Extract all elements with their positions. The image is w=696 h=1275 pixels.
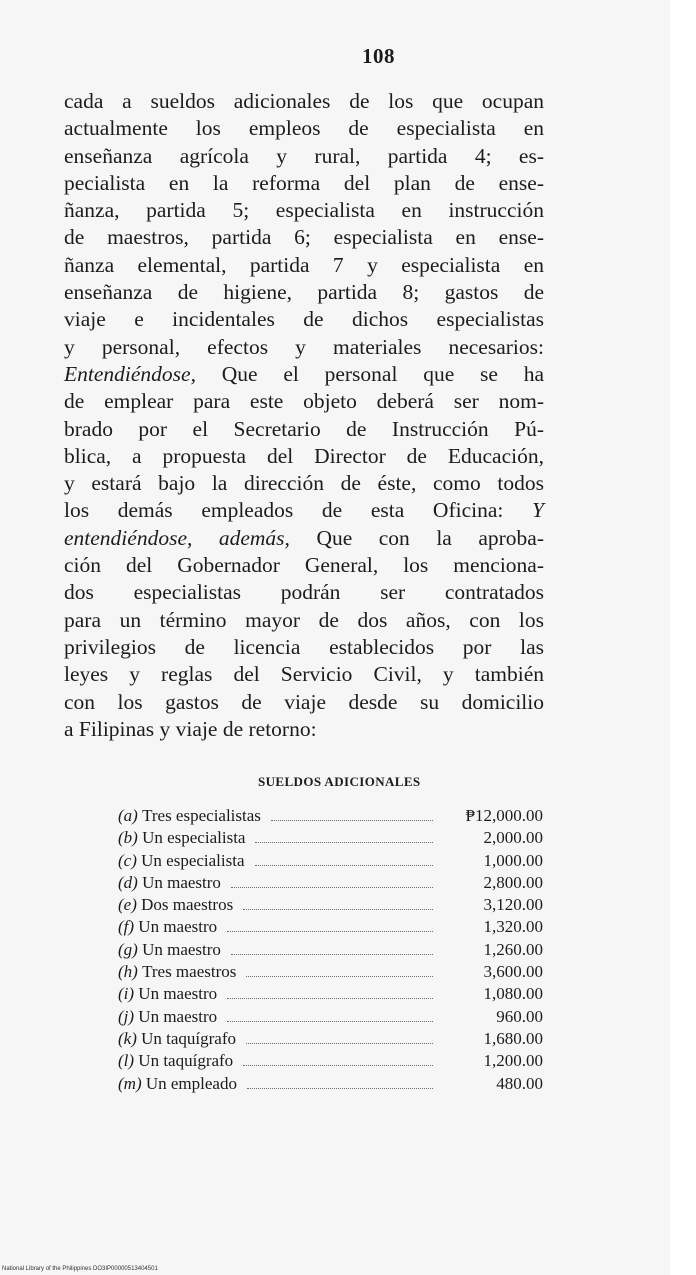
item-amount: 1,680.00 [483, 1028, 543, 1048]
footer-credit: National Library of the Philippines DO3IP00000513404501 [2, 1266, 158, 1272]
dot-leader [246, 976, 433, 977]
salary-row [118, 984, 543, 1006]
dot-leader [243, 1065, 433, 1066]
salary-row [118, 917, 543, 939]
text-line-mixed [64, 525, 544, 552]
text-fragment: Que el personal que se ha [195, 361, 544, 386]
page-edge [670, 0, 696, 1275]
salary-row [118, 1074, 543, 1096]
dot-leader [247, 1088, 433, 1089]
item-letter: (i) [118, 984, 135, 1004]
item-label: Un maestro [142, 939, 221, 959]
dot-leader [227, 998, 433, 999]
text-line: a Filipinas y viaje de retorno: [64, 716, 317, 741]
text-line: brado por el Secretario de Instrucción Pú- [64, 416, 544, 441]
salary-table [118, 806, 543, 1096]
item-letter: (f) [118, 917, 135, 937]
item-letter: (j) [118, 1006, 135, 1026]
salary-row [118, 1007, 543, 1029]
item-label: Dos maestros [141, 895, 234, 915]
item-amount: ₱12,000.00 [465, 806, 543, 825]
item-letter: (l) [118, 1051, 135, 1071]
item-label: Un especialista [142, 828, 246, 848]
item-label: Tres especialistas [142, 806, 261, 825]
text-line: para un término mayor de dos años, con los [64, 607, 544, 632]
salary-row [118, 828, 543, 850]
text-line: y personal, efectos y materiales necesarios: [64, 334, 544, 359]
text-fragment: los demás empleados de esta Oficina: [64, 498, 533, 523]
item-label: Un maestro [138, 984, 218, 1004]
text-line: enseñanza de higiene, partida 8; gastos de [64, 280, 544, 305]
table-heading: SUELDOS ADICIONALES [258, 774, 421, 789]
dot-leader [227, 1021, 433, 1022]
salary-row [118, 1051, 543, 1073]
text-line: con los gastos de viaje desde su domicilio [64, 689, 544, 714]
text-line-mixed [64, 361, 544, 388]
italic-term: entendiéndose, además, [64, 525, 290, 550]
text-line: enseñanza agrícola y rural, partida 4; es- [64, 143, 544, 168]
dot-leader [246, 1043, 433, 1044]
text-line-mixed [64, 497, 544, 524]
italic-term: Y [532, 498, 544, 523]
item-amount: 3,600.00 [483, 962, 543, 982]
salary-row [118, 895, 543, 917]
text-fragment: Que con la aproba- [289, 525, 544, 550]
text-line: leyes y reglas del Servicio Civil, y también [64, 662, 544, 687]
item-letter: (h) [118, 962, 138, 982]
text-line: cada a sueldos adicionales de los que ocupan [64, 89, 544, 113]
item-amount: 1,320.00 [483, 917, 543, 937]
text-line: viaje e incidentales de dichos especialistas [64, 307, 544, 332]
item-label: Un taquígrafo [141, 1028, 237, 1048]
item-amount: 2,000.00 [483, 828, 543, 848]
text-line: de maestros, partida 6; especialista en ense- [64, 225, 544, 250]
item-label: Un maestro [142, 872, 221, 892]
salary-row [118, 873, 543, 895]
salary-row [118, 962, 543, 984]
item-letter: (b) [118, 828, 138, 848]
item-label: Un especialista [141, 850, 245, 870]
item-letter: (d) [118, 872, 138, 892]
item-letter: (e) [118, 895, 137, 915]
item-letter: (k) [118, 1028, 137, 1048]
text-line: actualmente los empleos de especialista en [64, 116, 544, 141]
item-label: Un taquígrafo [138, 1051, 234, 1071]
item-label: Un maestro [138, 917, 218, 937]
item-label: Tres maestros [142, 962, 237, 982]
text-line: blica, a propuesta del Director de Educación, [64, 443, 544, 468]
item-amount: 1,200.00 [483, 1051, 543, 1071]
text-line: y estará bajo la dirección de éste, como todos [64, 471, 544, 496]
dot-leader [255, 865, 433, 866]
text-line: privilegios de licencia establecidos por las [64, 634, 544, 659]
item-amount: 2,800.00 [483, 872, 543, 892]
dot-leader [231, 887, 433, 888]
item-amount: 960.00 [496, 1006, 543, 1026]
text-line: dos especialistas podrán ser contratados [64, 580, 544, 605]
item-letter: (m) [118, 1073, 142, 1093]
item-label: Un maestro [138, 1006, 218, 1026]
italic-term: Entendiéndose, [64, 361, 196, 386]
item-amount: 1,000.00 [483, 850, 543, 870]
dot-leader [271, 820, 433, 821]
dot-leader [255, 842, 433, 843]
dot-leader [243, 909, 433, 910]
item-label: Un empleado [145, 1073, 237, 1093]
salary-row [118, 1029, 543, 1051]
page-number: 108 [362, 44, 395, 68]
text-line: ñanza elemental, partida 7 y especialista en [64, 252, 544, 277]
body-paragraph [64, 88, 544, 743]
salary-row [118, 851, 543, 873]
dot-leader [231, 954, 433, 955]
dot-leader [227, 931, 433, 932]
text-line: de emplear para este objeto deberá ser nom- [64, 389, 544, 414]
item-amount: 3,120.00 [483, 895, 543, 915]
item-letter: (c) [118, 850, 137, 870]
item-letter: (g) [118, 939, 138, 959]
salary-row [118, 940, 543, 962]
salary-row [118, 806, 543, 828]
text-line: pecialista en la reforma del plan de ense- [64, 170, 544, 195]
item-amount: 480.00 [496, 1073, 543, 1093]
text-line: ñanza, partida 5; especialista en instrucción [64, 198, 544, 223]
item-amount: 1,080.00 [483, 984, 543, 1004]
item-letter: (a) [118, 806, 138, 825]
item-amount: 1,260.00 [483, 939, 543, 959]
text-line: ción del Gobernador General, los menciona- [64, 553, 544, 578]
